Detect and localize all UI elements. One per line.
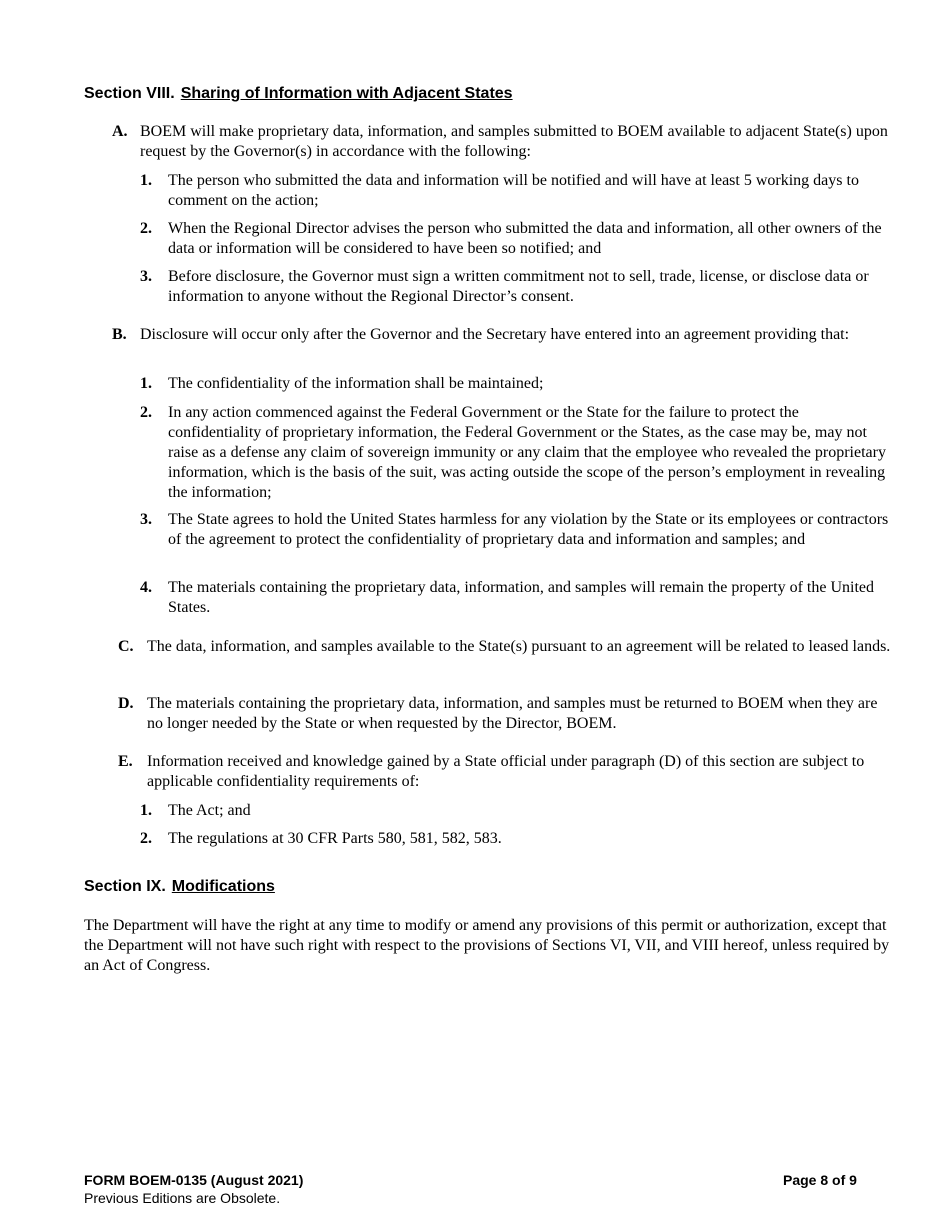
item-text: BOEM will make proprietary data, information, and samples submitted to BOEM available to adjacent State(s) upon request by the Governor(s) in accordance with the following: [140,123,888,160]
section-8-item-b-3 [140,510,892,550]
section-9-paragraph: The Department will have the right at any time to modify or amend any provisions of this permit or authorization, except that the Department will not have such right with respect to the provisions of Sections VI, VII, and VIII hereof, unless required by an Act of Congress. [84,917,890,974]
section-8-item-b [112,325,892,345]
page-number: Page 8 of 9 [783,1172,857,1188]
section-8-item-e [118,752,892,792]
section-8-label: Section VIII. [84,85,175,102]
section-8-item-b-1 [140,374,892,394]
sub-item-text: Before disclosure, the Governor must sign a written commitment not to sell, trade, license, or disclose data or information to anyone without the Regional Director’s consent. [168,268,869,305]
sub-item-label: 1. [140,802,152,819]
section-8-item-d [118,694,892,734]
item-text: Information received and knowledge gained by a State official under paragraph (D) of this section are subject to applicable confidentiality requirements of: [147,753,865,790]
form-number: FORM BOEM-0135 (August 2021) [84,1172,304,1188]
section-8-heading [84,84,513,104]
section-8-item-e-1 [140,801,892,821]
item-label: B. [112,326,127,343]
section-8-item-a-2 [140,219,892,259]
section-8-item-e-2 [140,829,892,849]
sub-item-label: 3. [140,511,152,528]
section-8-title: Sharing of Information with Adjacent States [180,85,513,102]
item-text: Disclosure will occur only after the Governor and the Secretary have entered into an agreement providing that: [140,326,850,343]
item-text: The data, information, and samples available to the State(s) pursuant to an agreement will be related to leased lands. [147,638,891,655]
section-8-item-a-1 [140,171,892,211]
item-label: C. [118,638,134,655]
sub-item-text: When the Regional Director advises the person who submitted the data and information, all other owners of the data or information will be considered to have been so notified; and [168,220,882,257]
sub-item-text: The regulations at 30 CFR Parts 580, 581, 582, 583. [168,830,502,847]
item-text: The materials containing the proprietary data, information, and samples must be returned to BOEM when they are no longer needed by the State or when requested by the Director, BOEM. [147,695,878,732]
sub-item-text: The person who submitted the data and information will be notified and will have at least 5 working days to comment on the action; [168,172,859,209]
sub-item-label: 1. [140,375,152,392]
sub-item-text: In any action commenced against the Federal Government or the State for the failure to protect the confidentiality of proprietary information, the Federal Government or the States, as the case may be, may not raise as a defense any claim of sovereign immunity or any claim that the employee who revealed the proprietary information, which is the basis of the suit, was acting outside the scope of the person’s employment in revealing the information; [168,404,886,501]
sub-item-text: The materials containing the proprietary data, information, and samples will remain the property of the United States. [168,579,874,616]
sub-item-label: 4. [140,579,152,596]
sub-item-label: 1. [140,172,152,189]
section-8-item-b-4 [140,578,892,618]
section-8-item-a-3 [140,267,892,307]
item-label: A. [112,123,128,140]
sub-item-label: 2. [140,830,152,847]
section-8-item-c [118,637,892,657]
item-label: D. [118,695,134,712]
obsolete-note: Previous Editions are Obsolete. [84,1190,281,1206]
sub-item-text: The State agrees to hold the United States harmless for any violation by the State or its employees or contractors of the agreement to protect the confidentiality of proprietary data and information and samples; and [168,511,889,548]
section-8-item-b-2 [140,403,892,503]
section-9-title: Modifications [171,878,275,895]
sub-item-text: The confidentiality of the information shall be maintained; [168,375,544,392]
sub-item-label: 2. [140,220,152,237]
section-9-label: Section IX. [84,878,166,895]
sub-item-label: 2. [140,404,152,421]
item-label: E. [118,753,133,770]
section-8-item-a [112,122,892,162]
sub-item-label: 3. [140,268,152,285]
sub-item-text: The Act; and [168,802,251,819]
section-9-heading [84,877,275,897]
